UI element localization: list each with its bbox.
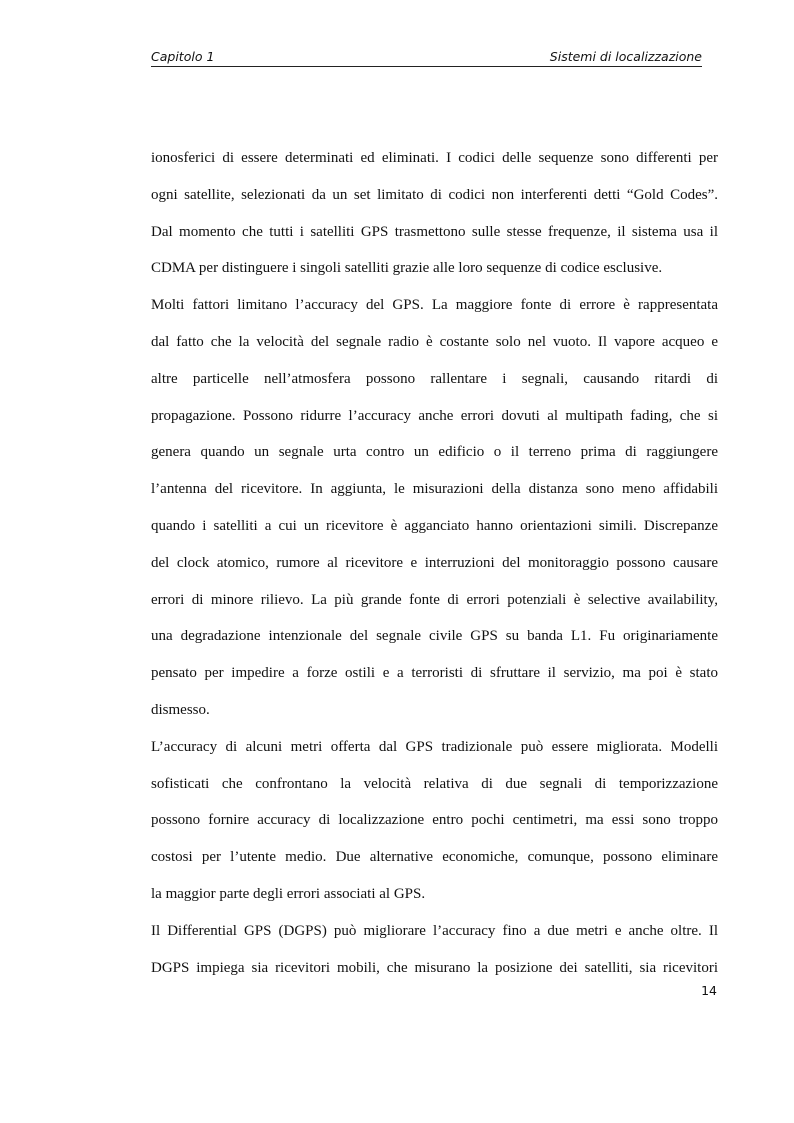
- text-line: CDMA per distinguere i singoli satelliti grazie alle loro sequenze di codice esclusive.: [151, 260, 663, 277]
- text-line: L’accuracy di alcuni metri offerta dal GPS tradizionale può essere migliorata. Modelli: [151, 738, 718, 755]
- body-text: [151, 140, 718, 986]
- text-line: DGPS impiega sia ricevitori mobili, che misurano la posizione dei satelliti, sia ricevitori: [151, 959, 718, 976]
- text-line: quando i satelliti a cui un ricevitore è agganciato hanno orientazioni simili. Discrepanze: [151, 517, 718, 534]
- text-line: l’antenna del ricevitore. In aggiunta, le misurazioni della distanza sono meno affidabili: [151, 481, 718, 498]
- text-line: Molti fattori limitano l’accuracy del GPS. La maggiore fonte di errore è rappresentata: [151, 297, 718, 314]
- paragraph: [151, 729, 718, 913]
- paragraph: [151, 913, 718, 987]
- text-line: possono fornire accuracy di localizzazione entro pochi centimetri, ma essi sono troppo: [151, 812, 718, 829]
- text-line: dal fatto che la velocità del segnale radio è costante solo nel vuoto. Il vapore acqueo e: [151, 333, 718, 350]
- text-line: propagazione. Possono ridurre l’accuracy anche errori dovuti al multipath fading, che si: [151, 407, 718, 424]
- text-line: costosi per l’utente medio. Due alternative economiche, comunque, possono eliminare: [151, 849, 718, 866]
- text-line: pensato per impedire a forze ostili e a terroristi di sfruttare il servizio, ma poi è stato: [151, 665, 718, 682]
- text-line: la maggior parte degli errori associati al GPS.: [151, 885, 426, 902]
- section-title: Sistemi di localizzazione: [549, 49, 702, 64]
- text-line: una degradazione intenzionale del segnale civile GPS su banda L1. Fu originariamente: [151, 628, 718, 645]
- text-line: ogni satellite, selezionati da un set limitato di codici non interferenti detti “Gold Codes”.: [151, 186, 718, 203]
- text-line: del clock atomico, rumore al ricevitore e interruzioni del monitoraggio possono causare: [151, 554, 718, 571]
- running-header: [151, 48, 702, 67]
- text-line: Dal momento che tutti i satelliti GPS trasmettono sulle stesse frequenze, il sistema usa il: [151, 223, 718, 240]
- text-line: dismesso.: [151, 701, 210, 718]
- text-line: errori di minore rilievo. La più grande fonte di errori potenziali è selective availability,: [151, 591, 718, 608]
- text-line: sofisticati che confrontano la velocità relativa di due segnali di temporizzazione: [151, 775, 718, 792]
- page-number: 14: [701, 983, 717, 998]
- text-line: genera quando un segnale urta contro un edificio o il terreno prima di raggiungere: [151, 444, 718, 461]
- text-line: ionosferici di essere determinati ed eliminati. I codici delle sequenze sono differenti per: [151, 150, 718, 166]
- paragraph: [151, 140, 718, 287]
- text-line: altre particelle nell’atmosfera possono rallentare i segnali, causando ritardi di: [151, 370, 718, 387]
- paragraph: [151, 287, 718, 729]
- text-line: Il Differential GPS (DGPS) può migliorare l’accuracy fino a due metri e anche oltre. Il: [151, 922, 718, 939]
- chapter-label: Capitolo 1: [151, 49, 215, 64]
